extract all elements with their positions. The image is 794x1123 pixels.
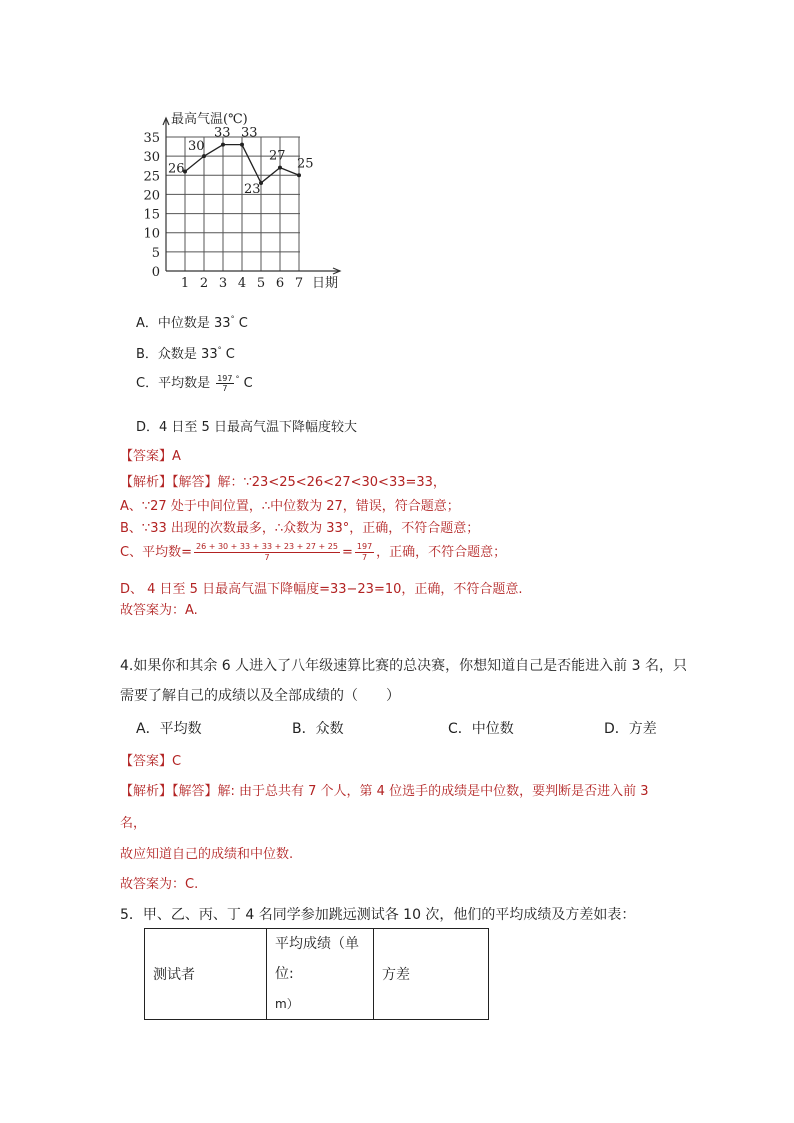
x-axis-label: 日期 xyxy=(312,276,339,291)
fraction-197-7: $\frac{197}{7}$ xyxy=(217,374,233,393)
option-b: B．众数是 33° C xyxy=(136,345,235,362)
y-tick-label: 35 xyxy=(143,131,160,146)
analysis-line-c: C、平均数= $\frac{26 + 30 + 33 + 33 + 23 + 27 + 25}{7}$ = $\frac{197}{7}$ ，正确，不符合题意； xyxy=(120,542,507,562)
chart-marks xyxy=(168,126,314,197)
data-point xyxy=(221,143,225,147)
x-tick-label: 6 xyxy=(275,276,285,291)
q4-stem-line2: 需要了解自己的成绩以及全部成绩的（ ） xyxy=(120,688,400,704)
option-a: A．中位数是 33° C xyxy=(136,314,248,331)
analysis-q4-line1: 【解析】【解答】解: 由于总共有 7 个人，第 4 位选手的成绩是中位数，要判断是否进入前 3 xyxy=(120,784,649,799)
header-tester: 测试者 xyxy=(145,929,267,1020)
answer-q3: 【答案】A xyxy=(120,449,181,464)
analysis-q4-line2: 名， xyxy=(120,816,147,831)
data-label: 23 xyxy=(244,181,261,197)
option-c: C．平均数是 $\frac{197}{7}$ ° C xyxy=(136,374,253,393)
data-label: 27 xyxy=(269,148,286,164)
data-point xyxy=(240,143,244,147)
x-tick-label: 7 xyxy=(294,276,304,291)
y-tick-label: 20 xyxy=(143,188,160,204)
y-tick-label: 30 xyxy=(143,150,160,166)
q4-option-c: C．中位数 xyxy=(448,721,514,737)
header-variance: 方差 xyxy=(374,929,489,1020)
answer-q4: 【答案】C xyxy=(120,754,182,769)
y-tick-label: 10 xyxy=(143,226,160,242)
x-tick-label: 5 xyxy=(256,276,266,291)
q4-option-b: B．众数 xyxy=(292,721,344,737)
data-point xyxy=(278,166,282,170)
analysis-line-b: B、∵33 出现的次数最多，∴众数为 33°，正确，不符合题意； xyxy=(120,521,480,536)
y-axis-label: 最高气温(℃) xyxy=(171,112,248,127)
x-tick-label: 1 xyxy=(180,276,190,291)
x-tick-label: 2 xyxy=(199,276,209,291)
temperature-line-chart xyxy=(0,0,794,300)
analysis-head-q3: 【解析】【解答】解：∵23<25<26<27<30<33=33， xyxy=(120,475,446,490)
option-d: D．4 日至 5 日最高气温下降幅度较大 xyxy=(136,420,357,435)
q4-stem-line1: 4.如果你和其余 6 人进入了八年级速算比赛的总决赛，你想知道自己是否能进入前 3 名，只 xyxy=(120,658,687,674)
q4-option-a: A．平均数 xyxy=(136,721,202,737)
data-point xyxy=(297,173,301,177)
y-tick-label: 0 xyxy=(151,265,160,280)
analysis-line-a: A、∵27 处于中间位置，∴中位数为 27，错误，符合题意； xyxy=(120,499,460,514)
conclusion-q4: 故答案为：C. xyxy=(120,877,199,892)
scores-table xyxy=(144,928,489,1020)
data-point xyxy=(202,154,206,158)
data-label: 25 xyxy=(297,156,314,172)
conclusion-q3: 故答案为：A. xyxy=(120,603,198,618)
x-tick-label: 4 xyxy=(237,276,247,291)
x-tick-label: 3 xyxy=(218,276,228,291)
analysis-line-d: D、 4 日至 5 日最高气温下降幅度=33−23=10，正确，不符合题意. xyxy=(120,582,523,597)
analysis-q4-line3: 故应知道自己的成绩和中位数. xyxy=(120,847,294,862)
y-tick-label: 5 xyxy=(151,245,160,261)
q5-stem: 5．甲、乙、丙、丁 4 名同学参加跳远测试各 10 次，他们的平均成绩及方差如表： xyxy=(120,907,636,923)
table-header-row xyxy=(145,929,489,1020)
data-label: 30 xyxy=(188,139,205,155)
data-label: 26 xyxy=(168,161,185,177)
data-label: 33 xyxy=(214,125,231,141)
header-average: 平均成绩（单位: m） xyxy=(267,929,374,1020)
data-label: 33 xyxy=(241,125,258,141)
y-tick-label: 25 xyxy=(143,169,160,185)
y-tick-label: 15 xyxy=(143,207,160,223)
q4-option-d: D．方差 xyxy=(604,721,657,737)
